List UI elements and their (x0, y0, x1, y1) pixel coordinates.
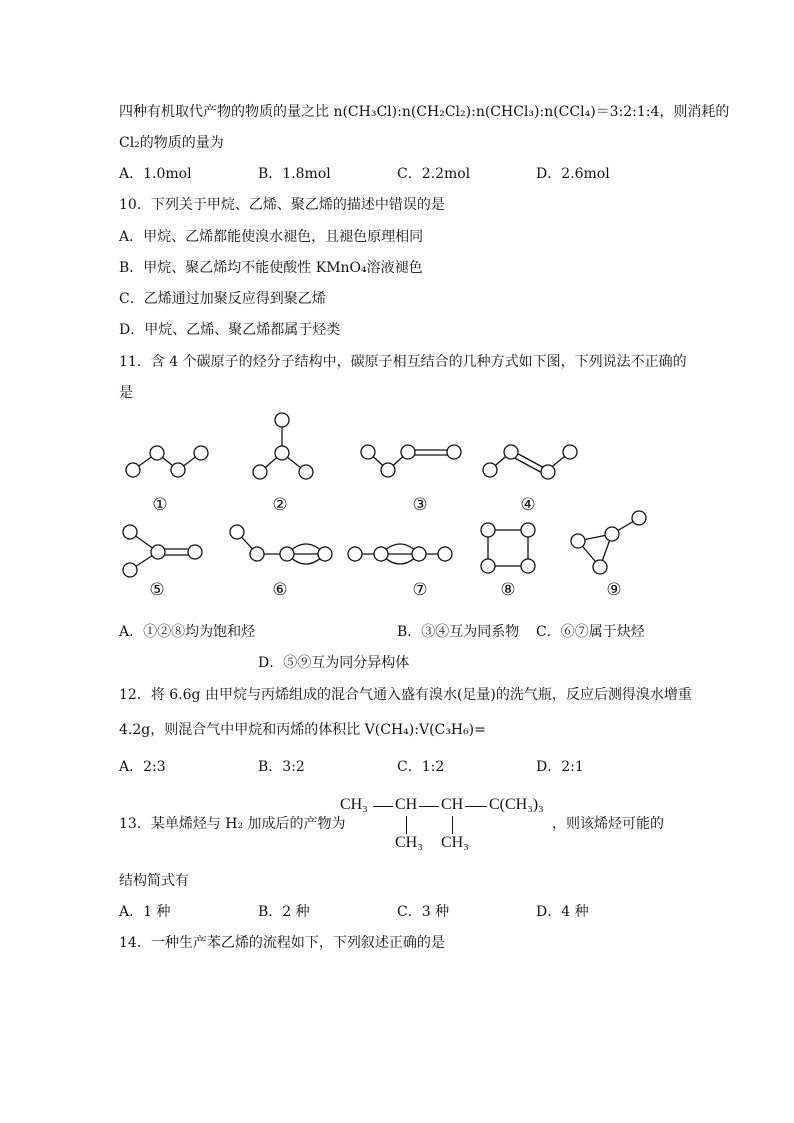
structure-1-diagram (120, 440, 215, 480)
structure-6-diagram (225, 522, 345, 582)
structure-4-diagram (478, 440, 583, 480)
structure-1-label: ① (152, 495, 168, 515)
q9-stem-line1: 四种有机取代产物的物质的量之比 n(CH₃Cl):n(CH₂Cl₂):n(CHCl₃):n(CCl₄)＝3:2:1:4，则消耗的 (119, 104, 730, 120)
q9-stem-line2: Cl₂的物质的量为 (119, 135, 224, 151)
q11-stem-line2: 是 (119, 385, 133, 401)
formula-ch-a: CH (395, 796, 418, 813)
q10-option-c: C．乙烯通过加聚反应得到聚乙烯 (119, 291, 326, 307)
q12-stem-line1: 12．将 6.6g 由甲烷与丙烯组成的混合气通入盛有溴水(足量)的洗气瓶，反应后测得溴水增重 (119, 687, 692, 703)
formula-bond-2 (419, 806, 439, 807)
q10-option-a: A．甲烷、乙烯都能使溴水褪色，且褪色原理相同 (119, 229, 424, 245)
structure-5-label: ⑤ (149, 580, 165, 600)
structure-3-diagram (358, 440, 468, 480)
q13-stem-after: ，则该烯烃可能的 (552, 816, 664, 832)
formula-bond-1 (373, 806, 393, 807)
q13-option-c: C．3 种 (397, 904, 450, 920)
formula-bond-3 (465, 806, 487, 807)
q13-option-d: D．4 种 (536, 904, 589, 920)
formula-bond-down-a (406, 816, 407, 834)
structure-7-diagram (345, 522, 455, 582)
q11-option-c: C．⑥⑦属于炔烃 (536, 624, 645, 640)
q13-stem-line2: 结构简式有 (119, 873, 189, 889)
q10-stem: 10．下列关于甲烷、乙烯、聚乙烯的描述中错误的是 (119, 197, 445, 213)
formula-sub-b: CH₃ (441, 834, 469, 851)
structure-2-label: ② (272, 495, 288, 515)
q11-stem-line1: 11．含 4 个碳原子的烃分子结构中，碳原子相互结合的几种方式如下图，下列说法不正确的 (119, 354, 687, 370)
q12-option-a: A．2:3 (119, 759, 166, 775)
q11-option-a: A．①②⑧均为饱和烃 (119, 624, 256, 640)
formula-bond-down-b (452, 816, 453, 834)
q12-option-c: C．1:2 (397, 759, 445, 775)
q11-option-b: B．③④互为同系物 (397, 624, 520, 640)
q10-option-d: D．甲烷、乙烯、聚乙烯都属于烃类 (119, 322, 341, 338)
q9-option-b: B．1.8mol (258, 166, 331, 182)
structure-4-label: ④ (520, 495, 536, 515)
q13-structural-formula (340, 794, 570, 854)
q11-option-d: D．⑤⑨互为同分异构体 (258, 655, 410, 671)
formula-sub-a: CH₃ (395, 834, 423, 851)
formula-ch3-left: CH₃ (340, 796, 368, 813)
q9-option-c: C．2.2mol (397, 166, 471, 182)
q13-option-b: B．2 种 (258, 904, 310, 920)
q10-option-b: B．甲烷、聚乙烯均不能使酸性 KMnO₄溶液褪色 (119, 260, 423, 276)
structure-8-diagram (476, 518, 541, 578)
q9-option-a: A．1.0mol (119, 166, 192, 182)
structure-7-label: ⑦ (412, 580, 428, 600)
structure-8-label: ⑧ (500, 580, 516, 600)
structure-6-label: ⑥ (272, 580, 288, 600)
q12-option-d: D．2:1 (536, 759, 584, 775)
q12-stem-line2: 4.2g，则混合气中甲烷和丙烯的体积比 V(CH₄):V(C₃H₆)= (119, 722, 486, 738)
q12-option-b: B．3:2 (258, 759, 305, 775)
formula-c-ch3-3: C(CH₃)₃ (489, 796, 544, 813)
structure-2-diagram (245, 410, 320, 490)
structure-3-label: ③ (412, 495, 428, 515)
structure-9-diagram (566, 506, 656, 581)
q14-stem: 14．一种生产苯乙烯的流程如下，下列叙述正确的是 (119, 935, 445, 951)
q9-option-d: D．2.6mol (536, 166, 610, 182)
structure-9-label: ⑨ (606, 580, 622, 600)
structure-5-diagram (120, 522, 210, 582)
q13-stem-before: 13．某单烯烃与 H₂ 加成后的产物为 (119, 816, 346, 832)
q13-option-a: A．1 种 (119, 904, 171, 920)
formula-ch-b: CH (441, 796, 464, 813)
